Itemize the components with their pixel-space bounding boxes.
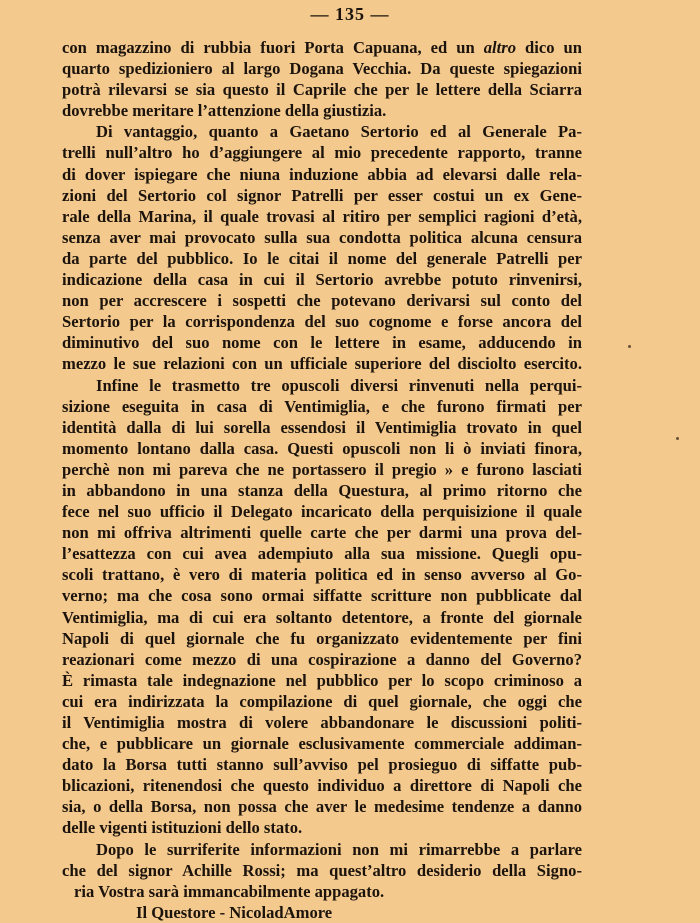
text-line: reazionari come mezzo di una cospirazione a danno del Governo?: [62, 649, 582, 669]
text-line: Ventimiglia, ma di cui era soltanto detentore, a fronte del giornale: [62, 607, 582, 627]
text-line: mezzo le sue relazioni con un ufficiale superiore del disciolto esercito.: [62, 354, 582, 374]
scan-speck: [676, 437, 679, 440]
scan-speck: [628, 345, 631, 348]
text-line: Infine le trasmetto tre opuscoli diversi rinvenuti nella perqui-: [96, 375, 582, 395]
text-line: trelli null’altro ho d’aggiungere al mio precedente rapporto, tranne: [62, 143, 582, 163]
text-line: perchè non mi pareva che ne portassero il pregio » e furono lasciati: [62, 459, 582, 479]
text-line: È rimasta tale indegnazione nel pubblico per lo scopo criminoso a: [62, 670, 582, 690]
text-line: diminutivo del suo nome con le lettere in esame, adducendo in: [62, 333, 582, 353]
text-line: identità dalla di lui sorella essendosi il Ventimiglia trovato in quel: [62, 417, 582, 437]
text-line: che, e pubblicare un giornale esclusivamente commerciale addiman-: [62, 734, 582, 754]
text-line: quarto spedizioniero al largo Dogana Vecchia. Da queste spiegazioni: [62, 59, 582, 79]
text-line: delle vigenti istituzioni dello stato.: [62, 818, 303, 838]
text-line: senza aver mai provocato sulla sua condotta politica alcuna censura: [62, 227, 582, 247]
text-line: zioni del Sertorio col signor Patrelli per esser costui un ex Gene-: [62, 185, 582, 205]
text-line: verno; ma che cosa sono ormai siffatte scritture non pubblicate dal: [62, 586, 582, 606]
text-line: sizione eseguita in casa di Ventimiglia, e che furono firmati per: [62, 396, 582, 416]
text-line: scoli trattano, è vero di materia politica ed in senso avverso al Go-: [62, 565, 582, 585]
text-line: che del signor Achille Rossi; ma quest’altro desiderio della Signo-: [62, 860, 582, 880]
text-line: di dover ispiegare che niuna induzione abbia ad elevarsi dalle rela-: [62, 164, 582, 184]
text-line: indicazione della casa in cui il Sertorio avrebbe potuto rinvenirsi,: [62, 270, 582, 290]
italic-word: altro: [483, 38, 517, 57]
text-line: sia, o della Borsa, non possa che aver le medesime tendenze a danno: [62, 797, 582, 817]
text-line: con magazzino di rubbia fuori Porta Capuana, ed un altro dico un: [62, 38, 582, 57]
text-line: ria Vostra sarà immancabilmente appagato.: [74, 881, 385, 901]
text-line: da parte del pubblico. Io le citai il nome del generale Patrelli per: [62, 248, 582, 268]
text-line: Sertorio per la corrispondenza del suo cognome e forse ancora del: [62, 312, 582, 332]
text-line: l’esattezza con cui avea adempiuto alla sua missione. Quegli opu-: [62, 544, 582, 564]
text-line: potrà rilevarsi se sia questo il Caprile che per le lettere della Sciarra: [62, 80, 582, 100]
page-number: — 135 —: [310, 4, 390, 24]
text-line: blicazioni, ritenendosi che questo individuo a direttore di Napoli che: [62, 776, 582, 796]
text-line: Di vantaggio, quanto a Gaetano Sertorio ed al Generale Pa-: [96, 122, 582, 142]
text-line: fece nel suo ufficio il Delegato incaricato della perquisizione il quale: [62, 502, 582, 522]
text-line: cui era indirizzata la compilazione di quel giornale, che oggi che: [62, 691, 582, 711]
text-line: Napoli di quel giornale che fu organizzato evidentemente per fini: [62, 628, 582, 648]
signature-line: Il Questore - NicoladAmore: [136, 902, 333, 922]
text-line: rale della Marina, il quale trovasi al ritiro per semplici ragioni d’età,: [62, 206, 582, 226]
text-line: dato la Borsa tutti stanno sull’avviso pel prosieguo di siffatte pub-: [62, 755, 582, 775]
text-line: in abbandono in una stanza della Questura, al primo ritorno che: [62, 480, 582, 500]
text-line: non per accrescere i sospetti che potevano derivarsi sul conto del: [62, 291, 582, 311]
text-line: il Ventimiglia mostra di volere abbandonare le discussioni politi-: [62, 713, 582, 732]
body-text: [62, 37, 582, 923]
text-line: non mi offriva altrimenti quelle carte che per darmi una prova del-: [62, 523, 582, 543]
text-line: momento lontano dalla casa. Questi opuscoli non li ò inviati finora,: [62, 438, 582, 458]
text-line: dovrebbe meritare l’attenzione della giustizia.: [62, 101, 387, 121]
text-line: Dopo le surriferite informazioni non mi rimarrebbe a parlare: [96, 839, 582, 859]
